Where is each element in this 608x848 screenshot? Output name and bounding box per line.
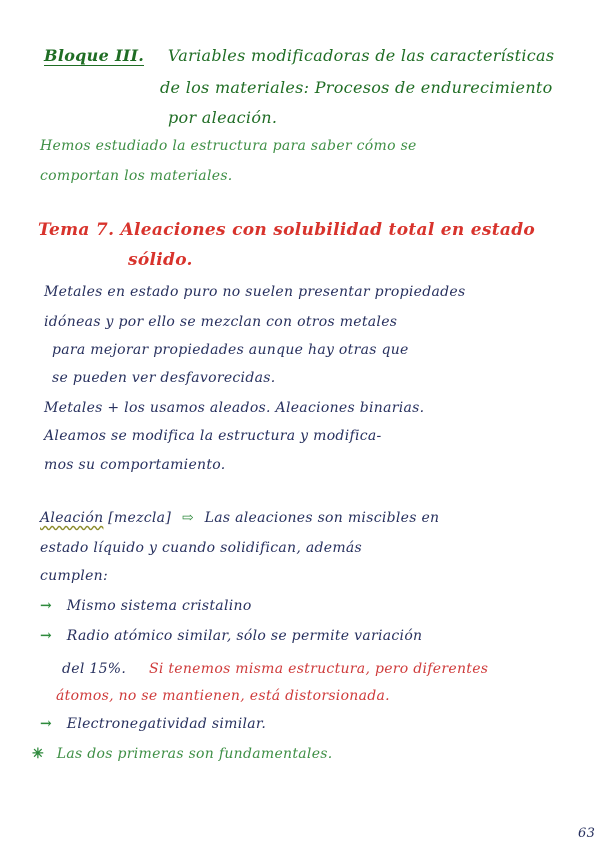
intro-line-2: comportan los materiales. xyxy=(40,168,233,184)
aleacion-bracket: [mezcla] xyxy=(108,510,172,526)
aleacion-text-1: Las aleaciones son miscibles en xyxy=(204,510,440,526)
bullet-1 xyxy=(40,598,252,614)
intro-line-1: Hemos estudiado la estructura para saber cómo se xyxy=(40,138,417,154)
bullet-3-text: Electronegatividad similar. xyxy=(66,716,267,732)
bloque-label: Bloque III. xyxy=(44,46,145,65)
bullet-2-red-note-1: Si tenemos misma estructura, pero diferentes xyxy=(148,661,489,677)
bullet-2-percent: del 15%. xyxy=(62,661,127,677)
bullet-3 xyxy=(40,716,266,732)
bloque-title-line-3: por aleación. xyxy=(168,108,278,127)
bullet-2 xyxy=(40,628,422,644)
paragraph-line-7: mos su comportamiento. xyxy=(44,457,226,473)
paragraph-line-3: para mejorar propiedades aunque hay otras que xyxy=(52,342,409,358)
paragraph-line-1: Metales en estado puro no suelen presentar propiedades xyxy=(44,284,466,300)
aleacion-line-3: cumplen: xyxy=(40,568,108,584)
aleacion-line-1 xyxy=(40,510,439,526)
aleacion-line-2: estado líquido y cuando solidifican, además xyxy=(40,540,363,556)
bullet-2-line-2 xyxy=(62,658,488,677)
bullet-2-text: Radio atómico similar, sólo se permite variación xyxy=(66,628,423,644)
bullet-1-text: Mismo sistema cristalino xyxy=(66,598,252,614)
paragraph-line-6: Aleamos se modifica la estructura y modifica- xyxy=(44,428,382,444)
arrow-icon: → xyxy=(40,598,53,614)
bloque-heading-line-1 xyxy=(44,46,554,65)
page-number: 63 xyxy=(578,826,596,841)
bullet-2-red-note-2: átomos, no se mantienen, está distorsionada. xyxy=(56,688,390,704)
aleacion-term: Aleación xyxy=(40,510,104,526)
paragraph-line-4: se pueden ver desfavorecidas. xyxy=(52,370,276,386)
note-text: Las dos primeras son fundamentales. xyxy=(56,746,333,762)
note-line xyxy=(32,746,333,762)
tema-title-line-1: Tema 7. Aleaciones con solubilidad total en estado xyxy=(38,220,536,240)
tema-title-line-2: sólido. xyxy=(128,250,193,270)
arrow-icon: → xyxy=(40,716,53,732)
paragraph-line-2: idóneas y por ello se mezclan con otros metales xyxy=(44,314,398,330)
bloque-title-line-2: de los materiales: Procesos de endurecimiento xyxy=(160,78,553,97)
paragraph-line-5: Metales + los usamos aleados. Aleaciones binarias. xyxy=(44,400,425,416)
bloque-title-line-1: Variables modificadoras de las características xyxy=(167,46,555,65)
arrow-icon: → xyxy=(40,628,53,644)
double-arrow-icon: ⇨ xyxy=(181,510,194,526)
asterisk-icon: ✳ xyxy=(32,746,45,762)
